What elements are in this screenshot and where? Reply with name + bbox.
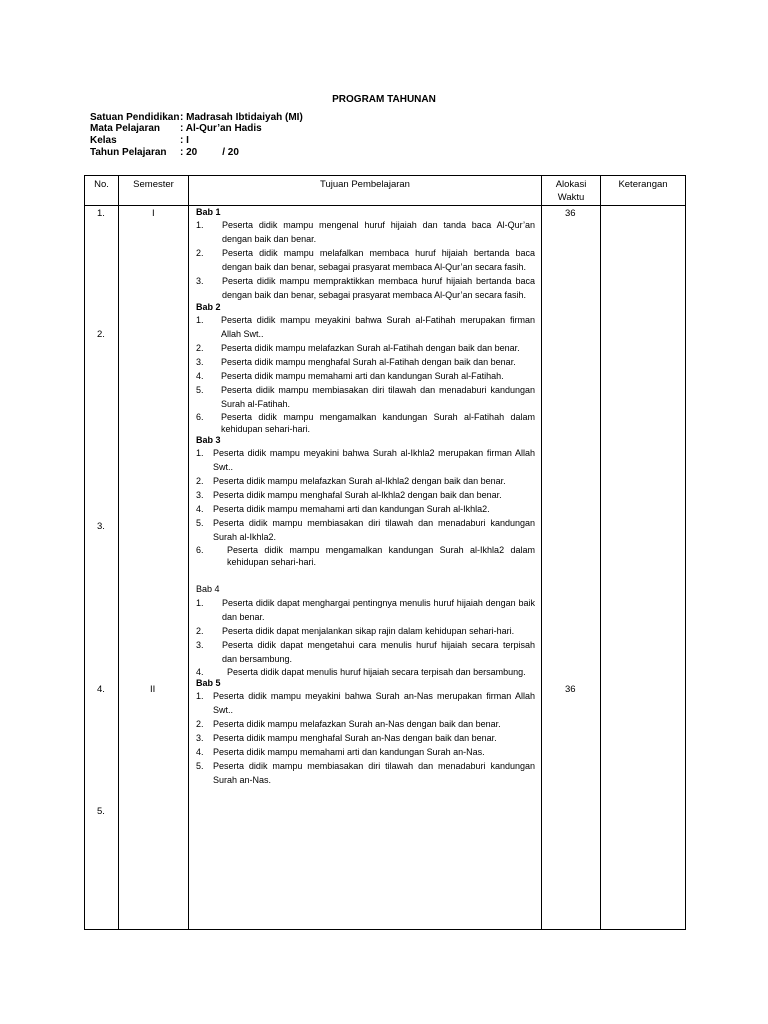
item-number: 5. — [196, 761, 204, 771]
item-number: 6. — [196, 545, 204, 555]
item-text: Peserta didik mampu meyakini bahwa Surah an-Nas merupakan firman Allah Swt.. — [213, 691, 535, 715]
item-number: 1. — [196, 691, 204, 701]
bab-title: Bab 1 — [196, 207, 221, 217]
item-number: 4. — [196, 504, 204, 514]
item-number: 3. — [196, 490, 204, 500]
list-item — [196, 274, 535, 302]
item-number: 3. — [196, 733, 204, 743]
alokasi-column — [542, 206, 601, 930]
bab-section — [196, 435, 535, 568]
item-text: Peserta didik mampu melafazkan Surah al-Fatihah dengan baik dan benar. — [221, 343, 520, 353]
item-number: 6. — [196, 412, 204, 422]
meta-satuan-pendidikan — [90, 112, 303, 123]
item-text: Peserta didik mampu mengamalkan kandungan Surah al-Fatihah dalam kehidupan sehari-hari. — [221, 412, 535, 434]
document-title: PROGRAM TAHUNAN — [332, 94, 436, 105]
item-number: 2. — [196, 476, 204, 486]
item-number: 2. — [196, 343, 204, 353]
bab-title: Bab 2 — [196, 302, 221, 312]
item-text: Peserta didik mampu menghafal Surah an-Nas dengan baik dan benar. — [213, 733, 497, 743]
list-item — [196, 369, 535, 383]
list-item — [196, 745, 535, 759]
semester-value: I — [152, 208, 155, 219]
item-text: Peserta didik mampu melafazkan Surah an-Nas dengan baik dan benar. — [213, 719, 501, 729]
item-text: Peserta didik mampu meyakini bahwa Surah al-Ikhla2 merupakan firman Allah Swt.. — [213, 448, 535, 472]
item-number: 4. — [196, 747, 204, 757]
item-text: Peserta didik dapat menghargai pentingnya menulis huruf hijaiah dengan baik dan benar. — [222, 598, 535, 622]
item-text: Peserta didik dapat mengetahui cara menulis huruf hijaiah secara terpisah dan bersambung. — [222, 640, 535, 664]
item-number: 3. — [196, 357, 204, 367]
list-item — [196, 218, 535, 246]
meta-key: Satuan Pendidikan — [90, 112, 180, 123]
list-item — [196, 516, 535, 544]
list-item — [196, 717, 535, 731]
row-number: 3. — [97, 521, 105, 532]
row-number: 1. — [97, 208, 105, 219]
list-item — [196, 246, 535, 274]
item-number: 4. — [196, 667, 204, 677]
item-number: 2. — [196, 719, 204, 729]
list-item — [196, 474, 535, 488]
meta-kelas — [90, 135, 189, 146]
meta-key: Tahun Pelajaran — [90, 147, 167, 158]
list-item — [196, 596, 535, 624]
item-number: 2. — [196, 626, 204, 636]
list-item — [196, 544, 535, 568]
header-no: No. — [85, 176, 119, 206]
list-item — [196, 383, 535, 411]
meta-value: : I — [180, 135, 189, 146]
row-number: 2. — [97, 329, 105, 340]
list-item — [196, 313, 535, 341]
item-text: Peserta didik mampu memahami arti dan kandungan Surah al-Fatihah. — [221, 371, 504, 381]
list-item — [196, 411, 535, 435]
item-number: 2. — [196, 248, 204, 258]
program-table — [84, 175, 686, 930]
meta-value: : Madrasah Ibtidaiyah (MI) — [180, 112, 303, 123]
list-item — [196, 689, 535, 717]
item-number: 1. — [196, 448, 204, 458]
alokasi-value: 36 — [565, 208, 576, 219]
item-text: Peserta didik mampu meyakini bahwa Surah al-Fatihah merupakan firman Allah Swt.. — [221, 315, 535, 339]
row-number: 4. — [97, 684, 105, 695]
item-text: Peserta didik mampu memahami arti dan kandungan Surah an-Nas. — [213, 747, 485, 757]
meta-key: Kelas — [90, 135, 117, 146]
number-column — [85, 206, 119, 930]
bab-section — [196, 207, 535, 302]
bab-title: Bab 5 — [196, 678, 221, 688]
meta-tahun-pelajaran — [90, 147, 239, 158]
header-semester: Semester — [119, 176, 189, 206]
item-number: 1. — [196, 220, 204, 230]
item-number: 1. — [196, 598, 204, 608]
list-item — [196, 638, 535, 666]
item-number: 1. — [196, 315, 204, 325]
semester-column — [119, 206, 189, 930]
item-number: 4. — [196, 371, 204, 381]
header-keterangan: Keterangan — [601, 176, 686, 206]
list-item — [196, 446, 535, 474]
item-text: Peserta didik mampu memahami arti dan kandungan Surah al-Ikhla2. — [213, 504, 490, 514]
list-item — [196, 666, 535, 678]
item-text: Peserta didik mampu membiasakan diri tilawah dan menadaburi kandungan Surah al-Ikhla2. — [213, 518, 535, 542]
list-item — [196, 731, 535, 745]
item-text: Peserta didik dapat menjalankan sikap rajin dalam kehidupan sehari-hari. — [222, 626, 515, 636]
item-text: Peserta didik mampu membiasakan diri tilawah dan menadaburi kandungan Surah an-Nas. — [213, 761, 535, 785]
header-alokasi: Alokasi Waktu — [542, 176, 601, 206]
keterangan-column — [601, 206, 686, 930]
item-number: 3. — [196, 276, 204, 286]
list-item — [196, 502, 535, 516]
list-item — [196, 624, 535, 638]
item-text: Peserta didik mampu menghafal Surah al-Fatihah dengan baik dan benar. — [221, 357, 516, 367]
list-item — [196, 355, 535, 369]
tujuan-column — [189, 206, 542, 930]
item-number: 5. — [196, 518, 204, 528]
item-number: 5. — [196, 385, 204, 395]
meta-value: : Al-Qur’an Hadis — [180, 123, 262, 134]
item-text: Peserta didik mampu membiasakan diri tilawah dan menadaburi kandungan Surah al-Fatihah. — [221, 385, 535, 409]
meta-value: : 20 / 20 — [180, 147, 239, 158]
alokasi-value: 36 — [565, 684, 576, 695]
item-text: Peserta didik mampu mengenal huruf hijaiah dan tanda baca Al-Qur’an dengan baik dan benar. — [222, 220, 535, 244]
bab-section — [196, 302, 535, 435]
item-number: 3. — [196, 640, 204, 650]
list-item — [196, 341, 535, 355]
bab-section — [196, 582, 535, 678]
bab-section — [196, 678, 535, 787]
meta-key: Mata Pelajaran — [90, 123, 161, 134]
row-number: 5. — [97, 806, 105, 817]
item-text: Peserta didik mampu melafazkan Surah al-Ikhla2 dengan baik dan benar. — [213, 476, 506, 486]
item-text: Peserta didik mampu mempraktikkan membaca huruf hijaiah bertanda baca dengan baik dan benar, sebagai prasyarat membaca Al-Qur’an secara fasih. — [222, 276, 535, 300]
semester-value: II — [150, 684, 156, 695]
item-text: Peserta didik mampu mengamalkan kandungan Surah al-Ikhla2 dalam kehidupan sehari-hari. — [227, 545, 535, 567]
header-tujuan: Tujuan Pembelajaran — [189, 176, 542, 206]
bab-title: Bab 3 — [196, 435, 221, 445]
item-text: Peserta didik dapat menulis huruf hijaiah secara terpisah dan bersambung. — [227, 667, 526, 677]
list-item — [196, 759, 535, 787]
list-item — [196, 488, 535, 502]
item-text: Peserta didik mampu menghafal Surah al-Ikhla2 dengan baik dan benar. — [213, 490, 502, 500]
item-text: Peserta didik mampu melafalkan membaca huruf hijaiah bertanda baca dengan baik dan benar, sebagai prasyarat membaca Al-Qur’an secara fasih. — [222, 248, 535, 272]
bab-title: Bab 4 — [196, 584, 220, 594]
meta-mata-pelajaran — [90, 123, 262, 134]
